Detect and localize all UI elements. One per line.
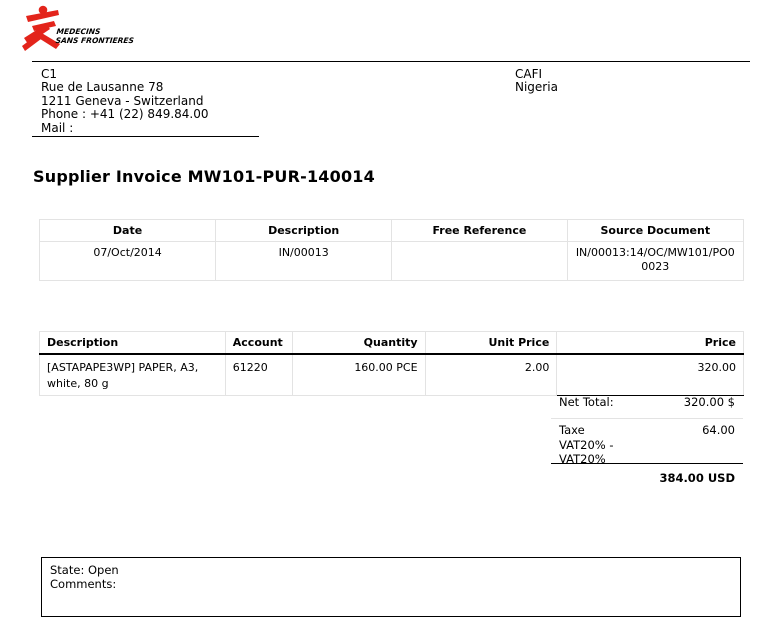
comments-label: Comments: bbox=[50, 577, 117, 591]
info-header-free-reference: Free Reference bbox=[392, 220, 567, 242]
line-account: 61220 bbox=[225, 354, 292, 396]
info-source-document: IN/00013:14/OC/MW101/PO00023 bbox=[567, 242, 743, 281]
grand-total-value: 384.00 USD bbox=[659, 471, 735, 485]
company-mail: Mail : bbox=[41, 120, 74, 135]
invoice-info-table bbox=[39, 219, 744, 281]
state-text: State: Open bbox=[50, 563, 119, 577]
lines-header-price: Price bbox=[557, 332, 744, 355]
company-address bbox=[41, 68, 209, 135]
line-unit-price: 2.00 bbox=[425, 354, 557, 396]
net-total-row bbox=[551, 390, 743, 419]
company-street: Rue de Lausanne 78 bbox=[41, 80, 164, 95]
partner-name: CAFI bbox=[515, 67, 543, 81]
tax-value: 64.00 bbox=[702, 423, 735, 437]
partner-country: Nigeria bbox=[515, 80, 558, 95]
company-divider bbox=[32, 136, 259, 137]
logo-text-line2: SANS FRONTIERES bbox=[55, 35, 135, 45]
info-row bbox=[40, 242, 744, 281]
totals-block bbox=[551, 390, 743, 485]
info-header-source-document: Source Document bbox=[567, 220, 743, 242]
document-title: Supplier Invoice MW101-PUR-140014 bbox=[33, 167, 375, 186]
line-description: [ASTAPAPE3WP] PAPER, A3, white, 80 g bbox=[40, 354, 226, 396]
tax-label: Taxe VAT20% - VAT20% bbox=[559, 423, 614, 466]
partner-address bbox=[515, 68, 558, 95]
info-free-reference bbox=[392, 242, 567, 281]
lines-header-quantity: Quantity bbox=[292, 332, 425, 355]
invoice-lines-table bbox=[39, 331, 744, 396]
msf-logo bbox=[22, 4, 144, 56]
lines-header-unit-price: Unit Price bbox=[425, 332, 557, 355]
line-price: 320.00 bbox=[557, 354, 744, 396]
info-description: IN/00013 bbox=[216, 242, 392, 281]
info-header-description: Description bbox=[216, 220, 392, 242]
lines-header-description: Description bbox=[40, 332, 226, 355]
state-box bbox=[41, 557, 741, 617]
logo-text-line1: MEDECINS bbox=[56, 27, 101, 36]
info-date: 07/Oct/2014 bbox=[40, 242, 216, 281]
net-total-value: 320.00 $ bbox=[683, 395, 735, 409]
company-name: C1 bbox=[41, 67, 58, 81]
info-header-date: Date bbox=[40, 220, 216, 242]
line-quantity: 160.00 PCE bbox=[292, 354, 425, 396]
tax-row bbox=[551, 419, 743, 464]
lines-header-account: Account bbox=[225, 332, 292, 355]
net-total-label: Net Total: bbox=[559, 395, 614, 409]
grand-total-row bbox=[551, 464, 743, 485]
company-phone: Phone : +41 (22) 849.84.00 bbox=[41, 107, 209, 122]
company-city: 1211 Geneva - Switzerland bbox=[41, 93, 204, 108]
info-header-row bbox=[40, 220, 744, 242]
header-divider bbox=[32, 61, 750, 62]
lines-header-row bbox=[40, 332, 744, 355]
